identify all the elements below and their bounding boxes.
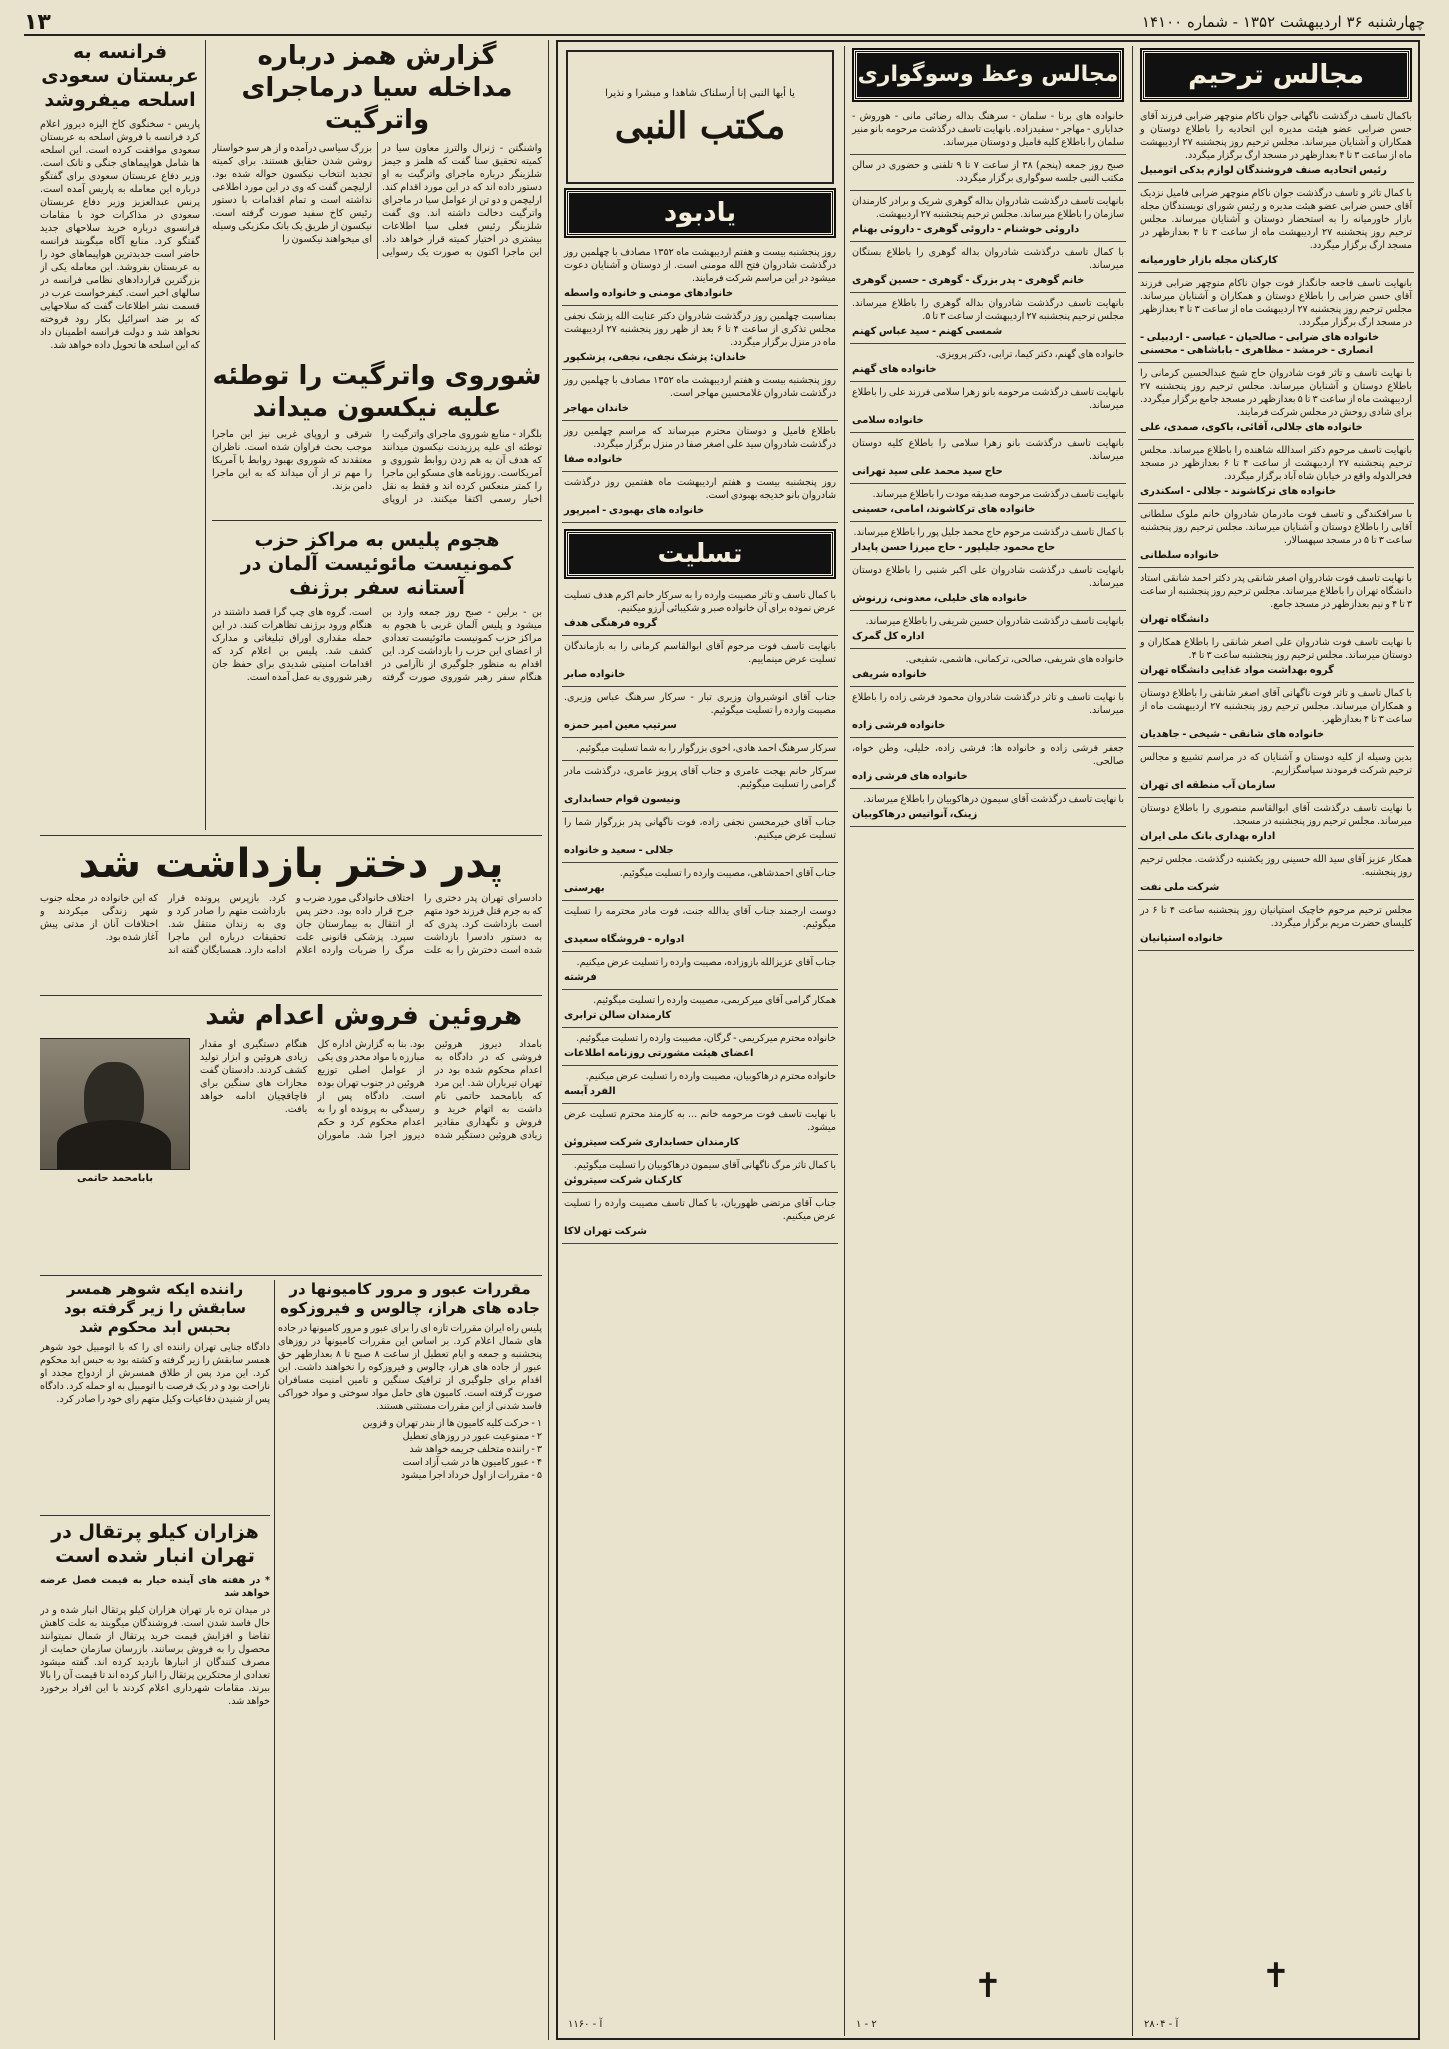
notice bbox=[1138, 798, 1414, 849]
notice-signature: خانواده های ترکاشوند، امامی، حسینی bbox=[852, 504, 1036, 515]
notice bbox=[562, 952, 838, 990]
soviet-article bbox=[212, 360, 542, 510]
traffic-body: پلیس راه ایران مقررات تازه ای را برای عبور و مرور کامیونها در جاده های شمال اعلام کرد. بر اساس این مقررات کامیونها در روزهای پنجشنبه و جمعه و ایام تعطیل از ساعت ۸ صبح تا ۸ بعدازظهر حق عبور از جاده های هراز، چالوس و فیروزکوه را نخواهند داشت. این اقدام برای جلوگیری از ترافیک سنگین و تامین امنیت مسافران صورت گرفته است. کامیون های حامل مواد سوختی و مواد خوراکی فاسد شدنی از این مقررات مستثنی هستند. bbox=[278, 1323, 542, 1412]
vaz-column bbox=[850, 46, 1126, 2036]
notice bbox=[562, 472, 838, 523]
notice-signature: شرکت ملی نفت bbox=[1140, 882, 1220, 893]
notice-text: خانواده محترم درهاکوبیان، مصیبت وارده را تسلیت عرض میکنیم. bbox=[585, 1071, 836, 1082]
notice-text: روز پنجشنبه بیست و هفتم اردیبهشت ماه ۱۳۵۲ مصادف با چهلمین روز درگذشت شادروان غلامحسین مهاجر است. bbox=[564, 375, 836, 399]
notice bbox=[850, 433, 1126, 484]
notice-signature: خانم گوهری - پدر بزرگ - گوهری - حسین گوهری bbox=[852, 275, 1085, 286]
traffic-article bbox=[278, 1280, 542, 2040]
notice-text: بانهایت تاسف فاجعه جانگداز فوت جوان ناکام منوچهر ضرابی فرزند آقای حسن ضرابی را باطلاع دوستان و همکاران و آشنایان میرساند. مجلس ترحیم روز پنجشنبه ۲۷ اردیبهشت ماه از ساعت ۳ تا ۴ بعدازظهر در مسجد ارگ برگزار میگردد. bbox=[1140, 278, 1412, 328]
section-rule bbox=[40, 1515, 270, 1516]
notice bbox=[1138, 632, 1414, 683]
notice-signature: فرشته bbox=[564, 972, 597, 983]
notice-signature: داروئی خوشنام - داروئی گوهری - داروئی بهنام bbox=[852, 224, 1080, 235]
notice bbox=[562, 1104, 838, 1155]
notice-signature: خانواده شریفی bbox=[852, 669, 928, 680]
notice-signature: خانواده سلطانی bbox=[1140, 550, 1220, 561]
notice-text: بانهایت تاسف درگذشت شادروان حسین شریفی را باطلاع میرساند. bbox=[865, 616, 1124, 627]
notice bbox=[562, 901, 838, 952]
father-article bbox=[40, 840, 542, 990]
notice-signature: خانواده های بهبودی - امیرپور bbox=[564, 505, 705, 516]
notice bbox=[1138, 900, 1414, 951]
traffic-list-item: ۵ - مقررات از اول خرداد اجرا میشود bbox=[401, 1470, 542, 1481]
notice-text: دوست ارجمند جناب آقای یدالله جنت، فوت مادر محترمه را تسلیت میگوئیم. bbox=[564, 906, 836, 930]
notice-text: خانواده های شریفی، صالحی، ترکمانی، هاشمی، شفیعی. bbox=[905, 654, 1124, 665]
notice bbox=[850, 738, 1126, 789]
notice-text: بانهایت تاسف درگذشت شادروان بداله گوهری را باطلاع میرساند. مجلس ترحیم پنجشنبه ۲۷ اردیبهشت از ساعت ۳ تا ۵. bbox=[852, 298, 1124, 322]
notice bbox=[562, 370, 838, 421]
taslit-column bbox=[562, 46, 838, 2036]
oranges-article bbox=[40, 1520, 270, 2040]
notice bbox=[1138, 504, 1414, 568]
notice-text: جناب آقای مرتضی ظهوریان، با کمال تاسف مصیبت وارده را تسلیت عرض میکنیم. bbox=[564, 1198, 836, 1222]
father-title: پدر دختر بازداشت شد bbox=[78, 841, 504, 887]
father-body: دادسرای تهران پدر دختری را که به جرم قتل فرزند خود متهم است بازداشت کرد. پدری که به دستور دادسرا بازداشت شده است دخترش را به علت اختلاف خانوادگی مورد ضرب و جرح قرار داده بود. دختر پس از انتقال به بیمارستان جان سپرد. پزشکی قانونی علت مرگ را ضربات وارده اعلام کرد. بازپرس پرونده قرار بازداشت متهم را صادر کرد و وی به زندان منتقل شد. تحقیقات درباره این ماجرا ادامه دارد. همسایگان گفته اند که این خانواده در محله جنوب شهر زندگی میکردند و اختلافات آنان از مدتی پیش آغاز شده بود. bbox=[40, 893, 542, 956]
notice-text: با سرافکندگی و تاسف فوت مادرمان شادروان خانم ملوک سلطانی آقایی را باطلاع دوستان و آشنایان میرساند. مجلس ترحیم روز پنجشنبه ساعت ۳ تا ۵ در مسجد سپهسالار. bbox=[1140, 509, 1412, 546]
notice bbox=[562, 421, 838, 472]
heroin-photo-block bbox=[40, 1038, 190, 1268]
section-rule bbox=[40, 995, 542, 996]
notice-signature: خانواده استپانیان bbox=[1140, 933, 1224, 944]
notice bbox=[562, 738, 838, 761]
oranges-title: هزاران کیلو پرتقال در تهران انبار شده است bbox=[51, 1521, 259, 1567]
oranges-body: در میدان تره بار تهران هزاران کیلو پرتقال انبار شده و در حال فاسد شدن است. فروشندگان میگویند به علت کاهش تقاضا و افزایش قیمت خرید پرتقال از شمال نمیتوانند محصول را به فروش برسانند. بازرسان سازمان حمایت از مصرف کنندگان از انبارها بازدید کرده اند. گفته میشود تعدادی از محتکرین پرتقال را انبار کرده اند تا قیمت آن را بالا ببرند. مقامات شهرداری اعلام کردند با این افراد برخورد خواهد شد. bbox=[40, 1605, 270, 1707]
notice-signature: جلالی - سعید و خانواده bbox=[564, 845, 674, 856]
notice-text: بانهایت تاسف درگذشت بانو زهرا سلامی را باطلاع کلیه دوستان میرساند. bbox=[852, 438, 1124, 462]
notice-signature: کارکنان شرکت سیتروئن bbox=[564, 1175, 683, 1186]
notice-text: با نهایت تاسف فوت شادروان علی اصغر شانقی را باطلاع همکاران و دوستان میرساند. مجلس ترحیم روز پنجشنبه ساعت ۳ تا ۴. bbox=[1140, 637, 1412, 661]
notice-text: با نهایت تاسف و تاثر درگذشت شادروان محمود فرشی زاده را باطلاع میرساند. bbox=[852, 692, 1124, 716]
police-title: هجوم پلیس به مراکز حزب کمونیست مائوئیست آلمان در آستانه سفر برژنف bbox=[240, 529, 514, 599]
notice bbox=[850, 155, 1126, 191]
notice bbox=[562, 863, 838, 901]
notice bbox=[562, 1028, 838, 1066]
notice-text: با کمال تاسف و تاثر مصیبت وارده را به سرکار خانم اکرم هدف تسلیت عرض نموده برای آن خانواده صبر و شکیبائی آرزو میکنیم. bbox=[564, 590, 836, 614]
notice-signature: حاج محمود جلیلپور - حاج میرزا حسن پایدار bbox=[852, 542, 1056, 553]
notice-text: همکار گرامی آقای میرکریمی، مصیبت وارده را تسلیت میگوئیم. bbox=[593, 995, 836, 1006]
column-rule bbox=[1132, 46, 1133, 2036]
section-divider bbox=[548, 40, 549, 2040]
column-rule bbox=[844, 46, 845, 2036]
notice bbox=[1138, 183, 1414, 273]
maktab-verse: یا أیها النبی إنا أرسلناک شاهدا و مبشرا و نذیرا bbox=[605, 87, 795, 99]
notice bbox=[562, 585, 838, 636]
notice-text: با نهایت تاسف فوت مرحومه خانم ... به کارمند محترم تسلیت عرض میشود. bbox=[564, 1109, 836, 1133]
notice bbox=[562, 812, 838, 863]
notice-signature: خانواده سلامی bbox=[852, 415, 924, 426]
france-article bbox=[40, 40, 200, 650]
notice bbox=[850, 649, 1126, 687]
notice bbox=[562, 687, 838, 738]
police-article bbox=[212, 528, 542, 828]
notice bbox=[562, 1193, 838, 1244]
notice-text: سرکار خانم بهجت عامری و جناب آقای پرویز عامری، درگذشت مادر گرامی را تسلیت میگوئیم. bbox=[564, 766, 836, 790]
notice-text: باطلاع فامیل و دوستان محترم میرساند که مراسم چهلمین روز درگذشت شادروان سید علی اصغر صفا در منزل برگزار میگردد. bbox=[564, 426, 836, 450]
tarhim-column bbox=[1138, 46, 1414, 2036]
notice bbox=[850, 560, 1126, 611]
notice-text: جناب آقای خیرمحسن نجفی زاده، فوت ناگهانی پدر بزرگوار شما را تسلیت عرض میکنیم. bbox=[564, 817, 836, 841]
yadbood-banner: یادبود bbox=[566, 190, 834, 236]
notice-signature: کارمندان حسابداری شرکت سیتروئن bbox=[564, 1137, 740, 1148]
section-rule bbox=[40, 835, 542, 836]
notice-text: با کمال تاثر و تاسف درگذشت جوان ناکام منوچهر ضرابی فامیل نزدیک آقای حسن ضرابی عضو هیئت مدیره و رئیس شورای نویسندگان مجله بازار خاورمیانه را به استحضار دوستان و آشنایان میرساند. مجلس ترحیم روز پنجشنبه ۲۷ اردیبهشت ماه از ساعت ۳ تا ۴ بعدازظهر در مسجد ارگ برگزار میگردد. bbox=[1140, 188, 1412, 251]
notice-signature: خانواده های فرشی زاده bbox=[852, 771, 968, 782]
notice-text: همکار عزیز آقای سید الله حسینی روز یکشنبه درگذشت. مجلس ترحیم روز پنجشنبه. bbox=[1140, 854, 1412, 878]
notice-signature: خاندان مهاجر bbox=[564, 403, 629, 414]
notice-signature: ادواره - فروشگاه سعیدی bbox=[564, 934, 685, 945]
notice-text: صبح روز جمعه (پنجم) ۳۸ از ساعت ۷ تا ۹ تلفنی و حضوری در سالن مکتب النبی جلسه سوگواری برگزار میگردد. bbox=[852, 160, 1124, 184]
notice bbox=[1138, 363, 1414, 440]
page-number: ۱۳ bbox=[24, 9, 51, 35]
notice bbox=[562, 990, 838, 1028]
notice-text: خانواده محترم میرکریمی - گرگان، مصیبت وارده را تسلیت میگوئیم. bbox=[576, 1033, 836, 1044]
column-rule bbox=[274, 1280, 275, 2040]
notice-text: بانهایت تاسف درگذشت مرحومه صدیقه مودت را باطلاع میرساند. bbox=[872, 489, 1124, 500]
notice bbox=[562, 761, 838, 812]
notice-signature: خانواده صابر bbox=[564, 669, 626, 680]
notice bbox=[562, 242, 838, 306]
notice bbox=[850, 382, 1126, 433]
notice bbox=[850, 789, 1126, 827]
traffic-title: مقررات عبور و مرور کامیونها در جاده های هراز، چالوس و فیروزکوه bbox=[280, 1280, 540, 1317]
notice bbox=[1138, 683, 1414, 747]
notice bbox=[1138, 106, 1414, 183]
yadbood-notices bbox=[562, 242, 838, 523]
notice bbox=[850, 611, 1126, 649]
notice bbox=[850, 293, 1126, 344]
vaz-banner: مجالس وعظ وسوگواری bbox=[854, 50, 1122, 100]
notice-signature: خانواده فرشی زاده bbox=[852, 720, 946, 731]
notice-signature: الفرد آبسه bbox=[564, 1086, 616, 1097]
notice-signature: ونیسون قوام حسابداری bbox=[564, 794, 681, 805]
notice bbox=[850, 687, 1126, 738]
notice-text: جناب آقای عزیزالله بازوزاده، مصیبت وارده را تسلیت عرض میکنیم. bbox=[576, 957, 836, 968]
notice-text: با کمال تاسف درگذشت مرحوم حاج محمد جلیل پور را باطلاع میرساند. bbox=[853, 527, 1124, 538]
heroin-content bbox=[40, 1038, 542, 1268]
maktab-title: مکتب النبی bbox=[614, 104, 786, 147]
traffic-list-item: ۲ - ممنوعیت عبور در روزهای تعطیل bbox=[402, 1431, 542, 1442]
notice-signature: زینک، آنواتیس درهاکوبیان bbox=[852, 809, 978, 820]
notice bbox=[562, 306, 838, 370]
section-rule bbox=[212, 520, 542, 521]
notice-signature: خانواده های خلیلی، معدونی، زرنوش bbox=[852, 593, 1028, 604]
notice-signature: شمسی کهنم - سید عباس کهنم bbox=[852, 326, 1003, 337]
notice-signature: خانوادهای مومنی و خانواده واسطه bbox=[564, 288, 734, 299]
notice-text: با نهایت تاسف درگذشت آقای سیمون درهاکوبیان را باطلاع میرساند. bbox=[863, 794, 1124, 805]
notice-text: با کمال تاسف درگذشت شادروان بداله گوهری را باطلاع بستگان میرساند. bbox=[852, 247, 1124, 271]
cross-icon: ✝ bbox=[1261, 1956, 1291, 1996]
notice-signature: بهرسنی bbox=[564, 883, 605, 894]
notice-signature: رئیس اتحادیه صنف فروشندگان لوازم یدکی اتومبیل bbox=[1140, 165, 1387, 176]
heroin-article bbox=[40, 1000, 542, 1270]
police-body: بن - برلین - صبح روز جمعه وارد بن میشود و پلیس آلمان غربی با هجوم به مراکز حزب کمونیست مائوئیست تعدادی از اعضای این حزب را بازداشت کرد. این اقدام به منظور جلوگیری از ناآرامی در هنگام سفر رهبر شوروی صورت گرفته است. گروه های چپ گرا قصد داشتند در هنگام ورود برژنف تظاهرات کنند. در این حمله مقداری اوراق تبلیغاتی و مدارک کشف شد. پلیس بن اعلام کرد که اقدامات امنیتی شدیدی برای حفظ جان رهبر شوروی به عمل آمده است. bbox=[212, 607, 542, 683]
notice bbox=[1138, 440, 1414, 504]
heroin-photo bbox=[40, 1038, 190, 1170]
heroin-body: بامداد دیروز هروئین فروشی که در دادگاه به اعدام محکوم شده بود در تهران تیرباران شد. این مرد که بابامحمد حاتمی نام داشت به اتهام خرید و فروش و نگهداری مقادیر زیادی هروئین دستگیر شده بود. بنا به گزارش اداره کل مبارزه با مواد مخدر وی یکی از عوامل اصلی توزیع هروئین در جنوب تهران بوده است. دادگاه پس از رسیدگی به پرونده او را به اعدام محکوم کرد و حکم دیروز اجرا شد. ماموران هنگام دستگیری او مقدار زیادی هروئین و ابزار تولید کشف کردند. دادستان گفت مجازات های سنگین برای قاچاقچیان ادامه خواهد یافت. bbox=[200, 1039, 542, 1141]
notice bbox=[1138, 849, 1414, 900]
driver-title: راننده ایکه شوهر همسر سابقش را زیر گرفته بود بحبس ابد محکوم شد bbox=[63, 1280, 247, 1336]
tarhim-banner: مجالس ترحیم bbox=[1142, 50, 1410, 100]
notice-text: با کمال تاسف و تاثر فوت ناگهانی آقای اصغر شانقی را باطلاع دوستان و همکاران میرساند. مجلس ترحیم روز پنجشنبه ۲۷ اردیبهشت ماه از ساعت ۳ تا ۴ بعدازظهر. bbox=[1140, 688, 1412, 725]
notice bbox=[1138, 568, 1414, 632]
notice bbox=[850, 242, 1126, 293]
notice-text: روز پنجشنبه بیست و هفتم اردیبهشت ماه هفتمین روز درگذشت شادروان بانو خدیجه بهبودی است. bbox=[564, 477, 836, 501]
vaz-notices bbox=[850, 106, 1126, 827]
notice bbox=[850, 106, 1126, 155]
notice-text: سرکار سرهنگ احمد هادی، اخوی بزرگوار را به شما تسلیت میگوئیم. bbox=[576, 743, 836, 754]
soviet-body: بلگراد - منابع شوروی ماجرای واترگیت را توطئه ای علیه پرزیدنت نیکسون میدانند که هدف آن به هم زدن روابط شوروی و آمریکاست. روزنامه های مسکو این ماجرا را کمتر منعکس کرده اند و فقط به نقل اخبار رسمی اکتفا میکنند. در اروپای شرقی و اروپای غربی نیز این ماجرا موجب بحث فراوان شده است. ناظران معتقدند که شوروی بهبود روابط با آمریکا را مهم تر از آن میداند که به این ماجرا دامن بزند. bbox=[212, 429, 542, 505]
notice-text: بانهایت تاسف فوت مرحوم آقای ابوالقاسم کرمانی را به بازماندگان تسلیت عرض مینماییم. bbox=[564, 641, 836, 665]
traffic-list-item: ۴ - عبور کامیون ها در شب آزاد است bbox=[402, 1457, 542, 1468]
driver-body: دادگاه جنایی تهران راننده ای را که با اتومبیل خود شوهر همسر سابقش را زیر گرفته و کشته بود به حبس ابد محکوم کرد. این مرد پس از طلاق همسرش از ازدواج مجدد او ناراحت بود و در یک فرصت با اتومبیل به او حمله کرد. دادگاه پس از شنیدن دفاعیات وکیل متهم رای خود را صادر کرد. bbox=[40, 1342, 270, 1405]
notice bbox=[850, 344, 1126, 382]
notice bbox=[850, 522, 1126, 560]
ad-code: آ - ۲۸۰۴ bbox=[1144, 2019, 1179, 2030]
notice-text: با نهایت تاسف درگذشت آقای ابوالقاسم منصوری را باطلاع دوستان میرساند. مجلس ترحیم روز پنجشنبه در مسجد. bbox=[1140, 803, 1412, 827]
notice bbox=[850, 484, 1126, 522]
notice-text: خانواده های برنا - سلمان - سرهنگ بداله رضائی مانی - هوروش - خدایاری - مهاجر - سفیدزاده. بانهایت تاسف درگذشت مرحومه بانو منیر سلمان را باطلاع کلیه فامیل و دوستان میرساند. bbox=[852, 111, 1124, 148]
notice-text: بمناسبت چهلمین روز درگذشت شادروان دکتر عنایت الله پزشک نجفی مجلس تذکری از ساعت ۴ تا ۶ بعد از ظهر روز پنجشنبه ۲۷ اردیبهشت ماه در منزل برگزار میگردد. bbox=[564, 311, 836, 348]
column-rule bbox=[205, 40, 206, 830]
notice-signature: خاندان: پزشک نجفی، نجفی، پزشکپور bbox=[564, 352, 747, 363]
ad-code: آ - ۱۱۶۰ bbox=[568, 2019, 603, 2030]
date-line: چهارشنبه ۳۶ اردیبهشت ۱۳۵۲ - شماره ۱۴۱۰۰ bbox=[1141, 13, 1425, 31]
notice-signature: خانواده صفا bbox=[564, 454, 623, 465]
oranges-subhead: * در هفته های آینده خیار به قیمت فصل عرضه خواهد شد bbox=[40, 1575, 270, 1599]
notice-signature: خانواده های ترکاشوند - جلالی - اسکندری bbox=[1140, 486, 1337, 497]
notice-text: با نهایت تاسف و تاثر فوت شادروان حاج شیخ عبدالحسین کرمانی را باطلاع دوستان و آشنایان میرساند. مجلس ترحیم روز پنجشنبه ۲۷ اردیبهشت ماه از ساعت ۳ تا ۵ بعدازظهر در مسجد جامع برگزار میگردد. برای شادی روحش در مجلس شرکت فرمایند. bbox=[1140, 368, 1412, 418]
section-rule bbox=[40, 1275, 542, 1276]
traffic-list bbox=[278, 1417, 542, 1482]
notice-signature: گروه فرهنگی هدف bbox=[564, 618, 658, 629]
driver-article bbox=[40, 1280, 270, 1510]
notice-text: جناب آقای انوشیروان وزیری تبار - سرکار سرهنگ عباس وزیری. مصیبت وارده را تسلیت میگوئیم. bbox=[564, 692, 836, 716]
notice bbox=[562, 1066, 838, 1104]
notice-signature: خانواده های گهنم bbox=[852, 364, 937, 375]
notice-text: بدین وسیله از کلیه دوستان و آشنایان که در مراسم تشییع و مجالس ترحیم شرکت فرمودند سپاسگزاریم. bbox=[1140, 752, 1412, 776]
photo-caption: بابامحمد حاتمی bbox=[77, 1173, 153, 1184]
notice bbox=[1138, 273, 1414, 363]
notice-text: جعفر فرشی زاده و خانواده ها: فرشی زاده، خلیلی، وطن خواه، صالحی. bbox=[852, 743, 1124, 767]
notice bbox=[562, 636, 838, 687]
notice-signature: سازمان آب منطقه ای تهران bbox=[1140, 780, 1276, 791]
notice-text: بانهایت تاسف مرحوم دکتر اسدالله شاهنده را باطلاع میرساند. مجلس ترحیم پنجشنبه ۲۷ اردیبهشت از ساعت ۴ تا ۶ بعدازظهر در مسجد فخرالدوله واقع در خیابان شاه آباد برگزار میگردد. bbox=[1140, 445, 1412, 482]
notice-signature: سرتیپ معین امیر حمزه bbox=[564, 720, 677, 731]
notice-text: بانهایت تاسف درگذشت مرحومه بانو زهرا سلامی فرزند علی را باطلاع میرساند. bbox=[852, 387, 1124, 411]
photo-shoulders bbox=[57, 1120, 171, 1169]
notice-signature: اعضای هیئت مشورتی روزنامه اطلاعات bbox=[564, 1048, 754, 1059]
notice bbox=[850, 191, 1126, 242]
notice-text: بانهایت تاسف درگذشت شادروان علی اکبر شنبی را باطلاع دوستان میرساند. bbox=[852, 565, 1124, 589]
notice-signature: حاج سید محمد علی سید تهرانی bbox=[852, 466, 1003, 477]
notice-text: مجلس ترحیم مرحوم خاچیک استپانیان روز پنجشنبه ساعت ۴ تا ۶ در کلیسای حضرت مریم برگزار میگردد. bbox=[1140, 905, 1412, 929]
notice-text: جناب آقای احمدشاهی، مصیبت وارده را تسلیت میگوئیم. bbox=[619, 868, 836, 879]
notice-signature: شرکت تهران لاکا bbox=[564, 1226, 647, 1237]
notice-text: باکمال تاسف درگذشت ناگهانی جوان ناکام منوچهر ضرابی فرزند آقای حسن ضرابی عضو هیئت مدیره این اتحادیه را باطلاع دوستان و همکاران و آشنایان میرساند. مجلس ترحیم روز پنجشنبه ۲۷ اردیبهشت ماه از ساعت ۳ تا ۴ بعدازظهر در مسجد ارگ برگزار میگردد. bbox=[1140, 111, 1412, 161]
traffic-list-item: ۱ - حرکت کلیه کامیون ها از بندر تهران و قزوین bbox=[362, 1418, 542, 1429]
notice-text: بانهایت تاسف درگذشت شادروان بداله گوهری شریک و برادر کارمندان سازمان را باطلاع میرساند. مجلس ترحیم پنجشنبه ۲۷ اردیبهشت. bbox=[852, 196, 1124, 220]
soviet-title: شوروی واترگیت را توطئه علیه نیکسون میداند bbox=[212, 361, 542, 423]
notice-signature: خانواده های شانقی - شیخی - جاهدیان bbox=[1140, 729, 1325, 740]
notice-signature: کارمندان سالن ترابری bbox=[564, 1010, 672, 1021]
heroin-title: هروئین فروش اعدام شد bbox=[205, 1001, 522, 1031]
cross-icon: ✝ bbox=[973, 1966, 1003, 2006]
page-header bbox=[24, 10, 1425, 36]
taslit-notices bbox=[562, 585, 838, 1244]
france-body: پاریس - سخنگوی کاخ الیزه دیروز اعلام کرد فرانسه با فروش اسلحه به عربستان سعودی موافقت کرده است. این اسلحه ها شامل هواپیماهای جنگی و تانک است. وزیر دفاع عربستان سعودی برای گفتگو درباره این معامله به پاریس آمده است. پرنس عبدالعزیز وزیر دفاع عربستان سعودی در مذاکرات خود با مقامات فرانسوی درباره خرید سلاحهای جدید گفتگو کرد. منابع آگاه میگویند فرانسه حاضر است جدیدترین هواپیماهای خود را به عربستان بفروشد. این معامله یکی از بزرگترین قراردادهای نظامی فرانسه در سالهای اخیر است. کیفرخواست عرب در قسمت نشر اطلاعات گفت که سلاحهایی که بر ضد اسرائیل بکار رود فروخته نخواهد شد و دولت فرانسه اطمینان داد که این اسلحه ها تحویل داده خواهد شد. bbox=[40, 119, 200, 351]
notice bbox=[562, 1155, 838, 1193]
notice-text: با کمال تاثر مرگ ناگهانی آقای سیمون درهاکوبیان را تسلیت میگوئیم. bbox=[573, 1160, 836, 1171]
notice bbox=[1138, 747, 1414, 798]
france-title: فرانسه به عربستان سعودی اسلحه میفروشد bbox=[41, 41, 199, 111]
notice-signature: خانواده های جلالی، آقائی، باکوی، صمدی، علی bbox=[1140, 422, 1363, 433]
notice-signature: اداره بهداری بانک ملی ایران bbox=[1140, 831, 1276, 842]
traffic-list-item: ۳ - راننده متخلف جریمه خواهد شد bbox=[409, 1444, 542, 1455]
notice-signature: اداره کل گمرک bbox=[852, 631, 925, 642]
notice-signature: خانواده های ضرابی - صالحیان - عباسی - اردبیلی - انصاری - خرمشد - مظاهری - باباشاهی - محسنی bbox=[1140, 332, 1380, 356]
taslit-banner: تسلیت bbox=[566, 531, 834, 577]
notice-signature: دانشگاه تهران bbox=[1140, 614, 1209, 625]
notice-signature: کارکنان مجله بازار خاورمیانه bbox=[1140, 255, 1278, 266]
maktab-box bbox=[566, 50, 834, 184]
notice-text: با نهایت تاسف فوت شادروان اصغر شانقی پدر دکتر احمد شانقی استاد دانشگاه تهران را باطلاع میرساند. مجلس ترحیم روز پنجشنبه از ساعت ۳ تا ۴ و نیم بعدازظهر در مسجد جامع. bbox=[1140, 573, 1412, 610]
tarhim-notices bbox=[1138, 106, 1414, 951]
watergate-title: گزارش همز درباره مداخله سیا درماجرای واترگیت bbox=[241, 41, 513, 135]
notice-text: خانواده های گهنم، دکتر کیما، ترابی، دکتر پرویزی. bbox=[935, 349, 1124, 360]
notice-signature: گروه بهداشت مواد غذایی دانشگاه تهران bbox=[1140, 665, 1334, 676]
watergate-body: واشنگتن - ژنرال والترز معاون سیا در کمیته تحقیق سنا گفت که هلمز و جیمز شلزینگر درباره ماجرای واترگیت به او دستور داده اند که در این مورد اقدام کند. ارلیچمن و دو تن از عوامل سیا در ماجرای واترگیت دخالت داشته اند. وی گفت شلزینگر رئیس فعلی سیا اطلاعات بیشتری در اختیار کمیته قرار خواهد داد. این ماجرا اکنون به صورت یک رسوایی بزرگ سیاسی درآمده و از هر سو خواستار روشن شدن حقایق هستند. برای کمیته تجدید انتخاب نیکسون حواله شده بود. ارلیچمن گفت که وی در این مورد اطلاعی نداشته است و تمام اقدامات با دستور رئیس کاخ سفید صورت گرفته است. نیکسون از طریق یک بانک مکزیکی وسیله ای میخواهند نیکسون را bbox=[212, 143, 542, 258]
notice-text: روز پنجشنبه بیست و هفتم اردیبهشت ماه ۱۳۵۲ مصادف با چهلمین روز درگذشت شادروان فتح الله مومنی است. از دوستان و آشنایان دعوت میشود در این مراسم شرکت فرمایند. bbox=[564, 247, 836, 284]
ad-code: ۲ - ۱ bbox=[856, 2019, 877, 2030]
